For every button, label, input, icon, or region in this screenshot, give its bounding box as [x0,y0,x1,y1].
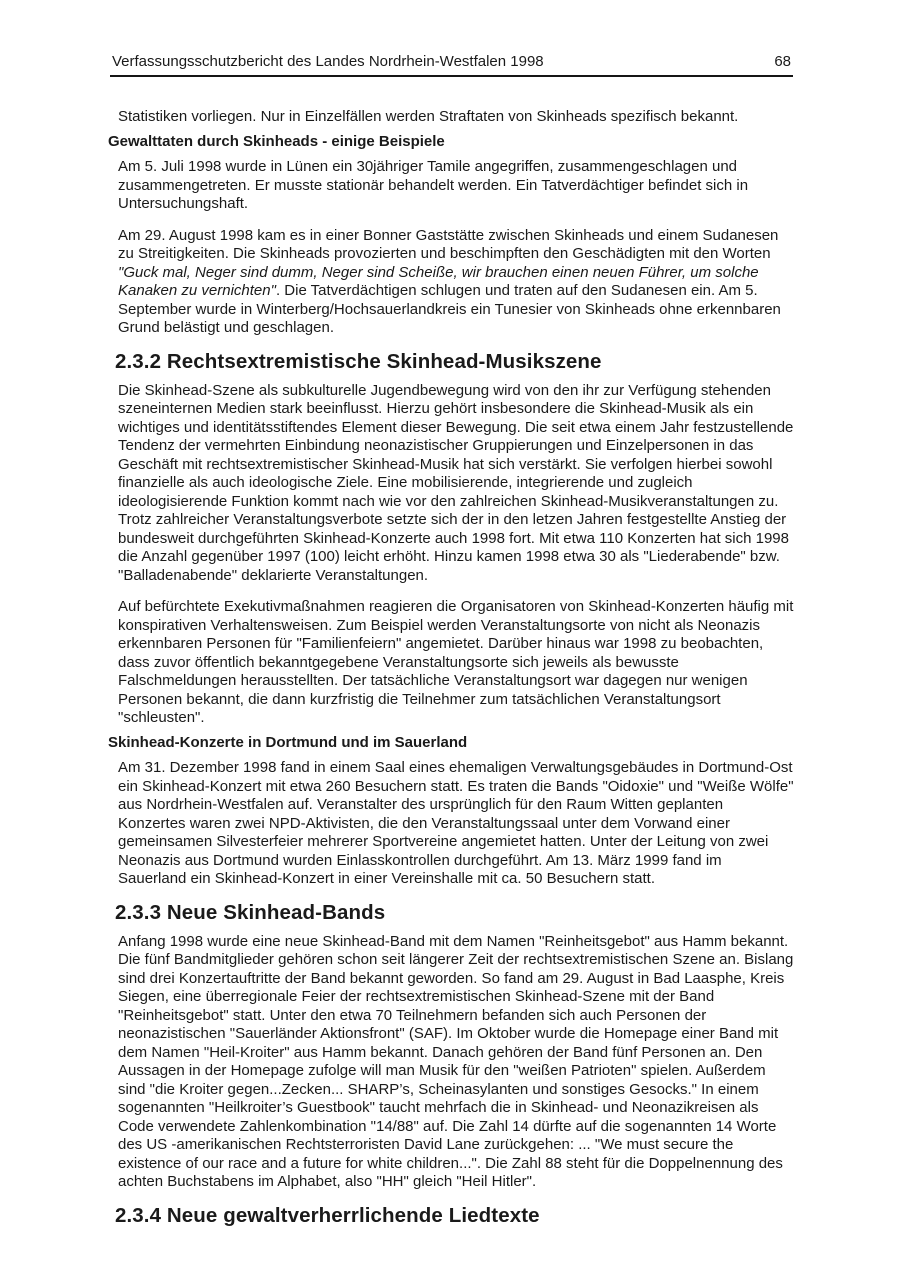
paragraph-statistiken: Statistiken vorliegen. Nur in Einzelfällen werden Straftaten von Skinheads spezifisch bekannt. [118,108,739,125]
subheading-gewalttaten-beispiele: Gewalttaten durch Skinheads - einige Beispiele [108,132,445,150]
paragraph-konspirative-verhaltensweisen: Auf befürchtete Exekutivmaßnahmen reagieren die Organisatoren von Skinhead-Konzerten häufig mit konspirativen Verhaltensweisen. Zum Beispiel werden Veranstaltungsorte von nicht als Neonazis erkennbaren Personen für "Familienfeiern" angemietet. Darüber hinaus war 1998 zu beobachten, dass zuvor öffentlich bekanntgegebene Veranstaltungsorte sich jeweils als bewusste Falschmeldungen herausstellten. Der tatsächliche Veranstaltungsort war dagegen nur wenigen Personen bekannt, die dann kurzfristig die Teilnehmer zum tatsächlichen Veranstaltungsort "schleusten". [118,598,794,726]
section-heading-2-3-4: 2.3.4 Neue gewaltverherrlichende Liedtexte [115,1203,540,1227]
page-number: 68 [774,53,791,70]
paragraph-neue-skinhead-bands: Anfang 1998 wurde eine neue Skinhead-Band mit dem Namen "Reinheitsgebot" aus Hamm bekannt. Die fünf Bandmitglieder gehören schon seit längerer Zeit der rechtsextremistischen Szene an. Bislang sind drei Konzertauftritte der Band bekannt geworden. So fand am 29. August in Bad Laasphe, Kreis Siegen, eine überregionale Feier der rechtsextremistischen Skinhead-Szene mit der Band "Reinheitsgebot" statt. Unter den etwa 70 Teilnehmern befanden sich auch Personen der neonazistischen "Sauerländer Aktionsfront" (SAF). Im Oktober wurde die Homepage einer Band mit dem Namen "Heil-Kroiter" aus Hamm bekannt. Danach gehören der Band fünf Personen an. Den Aussagen in der Homepage zufolge will man Musik für den "weißen Patrioten" spielen. Außerdem sind "die Kroiter gegen...Zecken... SHARP’s, Scheinasylanten und sonstiges Gesocks." In einem sogenannten "Heilkroiter’s Guestbook" taucht mehrfach die in Skinhead- und Neonazikreisen als Code verwendete Zahlenkombination "14/88" auf. Die Zahl 14 dürfte auf die sogenannten 14 Worte des US -amerikanischen Rechtsterroristen David Lane zurückgehen: ... "We must secure the existence of our race and a future for white children...". Die Zahl 88 steht für die Doppelnennung des achten Buchstabens im Alphabet, also "HH" gleich "Heil Hitler". [118,932,794,1190]
paragraph-luenen-incident: Am 5. Juli 1998 wurde in Lünen ein 30jähriger Tamile angegriffen, zusammengeschlagen und zusammengetreten. Er musste stationär behandelt werden. Ein Tatverdächtiger befindet sich in Untersuchungshaft. [118,158,749,212]
paragraph-dortmund-konzert: Am 31. Dezember 1998 fand in einem Saal eines ehemaligen Verwaltungsgebäudes in Dortmund-Ost ein Skinhead-Konzert mit etwa 260 Besuchern statt. Es traten die Bands "Oidoxie" und "Weiße Wölfe" aus Nordrhein-Westfalen auf. Veranstalter des ursprünglich für den Raum Witten geplanten Konzertes waren zwei NPD-Aktivisten, die den Veranstaltungssaal unter dem Vorwand einer gemeinsamen Silvesterfeier mehrerer Sportvereine angemietet hatten. Unter der Leitung von zwei Neonazis aus Dortmund wurden Einlasskontrollen durchgeführt. Am 13. März 1999 fand im Sauerland ein Skinhead-Konzert in einer Vereinshalle mit ca. 50 Besuchern statt. [118,759,794,887]
document-body [108,108,794,1228]
text-run: . Die Tatverdächtigen schlugen und traten auf den Sudanesen ein. Am 5. September wurde in Winterberg/Hochsauerlandkreis ein Tunesier von Skinheads ohne erkennbaren Grund belästigt und geschlagen. [118,282,781,336]
page-header [110,53,793,77]
paragraph-musikszene: Die Skinhead-Szene als subkulturelle Jugendbewegung wird von den ihr zur Verfügung stehenden szeneinternen Medien stark beeinflusst. Hierzu gehört insbesondere die Skinhead-Musik als ein wichtiges und identitätsstiftendes Element dieser Bewegung. Die seit etwa einem Jahr festzustellende Tendenz der vermehrten Einbindung neonazistischer Gruppierungen und Einzelpersonen in das Geschäft mit rechtsextremistischer Skinhead-Musik hat sich verstärkt. Sie verfolgen hierbei sowohl finanzielle als auch ideologische Ziele. Eine mobilisierende, integrierende und zugleich ideologisierende Funktion kommt nach wie vor den zahlreichen Skinhead-Musikveranstaltungen zu. Trotz zahlreicher Veranstaltungsverbote setzte sich der in den letzen Jahren festgestellte Anstieg der bundesweit durchgeführten Skinhead-Konzerte auch 1998 fort. Mit etwa 110 Konzerten hat sich 1998 die Anzahl gegenüber 1997 (100) leicht erhöht. Hinzu kamen 1998 etwa 30 als "Liederabende" bzw. "Balladenabende" deklarierte Veranstaltungen. [118,381,794,584]
paragraph-bonn-incident [118,227,794,338]
section-heading-2-3-2: 2.3.2 Rechtsextremistische Skinhead-Musikszene [115,349,602,373]
subheading-konzerte-dortmund-sauerland: Skinhead-Konzerte in Dortmund und im Sauerland [108,733,468,751]
section-heading-2-3-3: 2.3.3 Neue Skinhead-Bands [115,900,386,924]
header-title: Verfassungsschutzbericht des Landes Nordrhein-Westfalen 1998 [112,53,544,70]
italic-quote: "Guck mal, Neger sind dumm, Neger sind Scheiße, wir brauchen einen neuen Führer, um solche Kanaken zu vernichten" [118,263,759,299]
text-run: Am 29. August 1998 kam es in einer Bonner Gaststätte zwischen Skinheads und einem Sudanesen zu Streitigkeiten. Die Skinheads provozierten und beschimpften den Geschädigten mit den Worten [118,226,779,262]
